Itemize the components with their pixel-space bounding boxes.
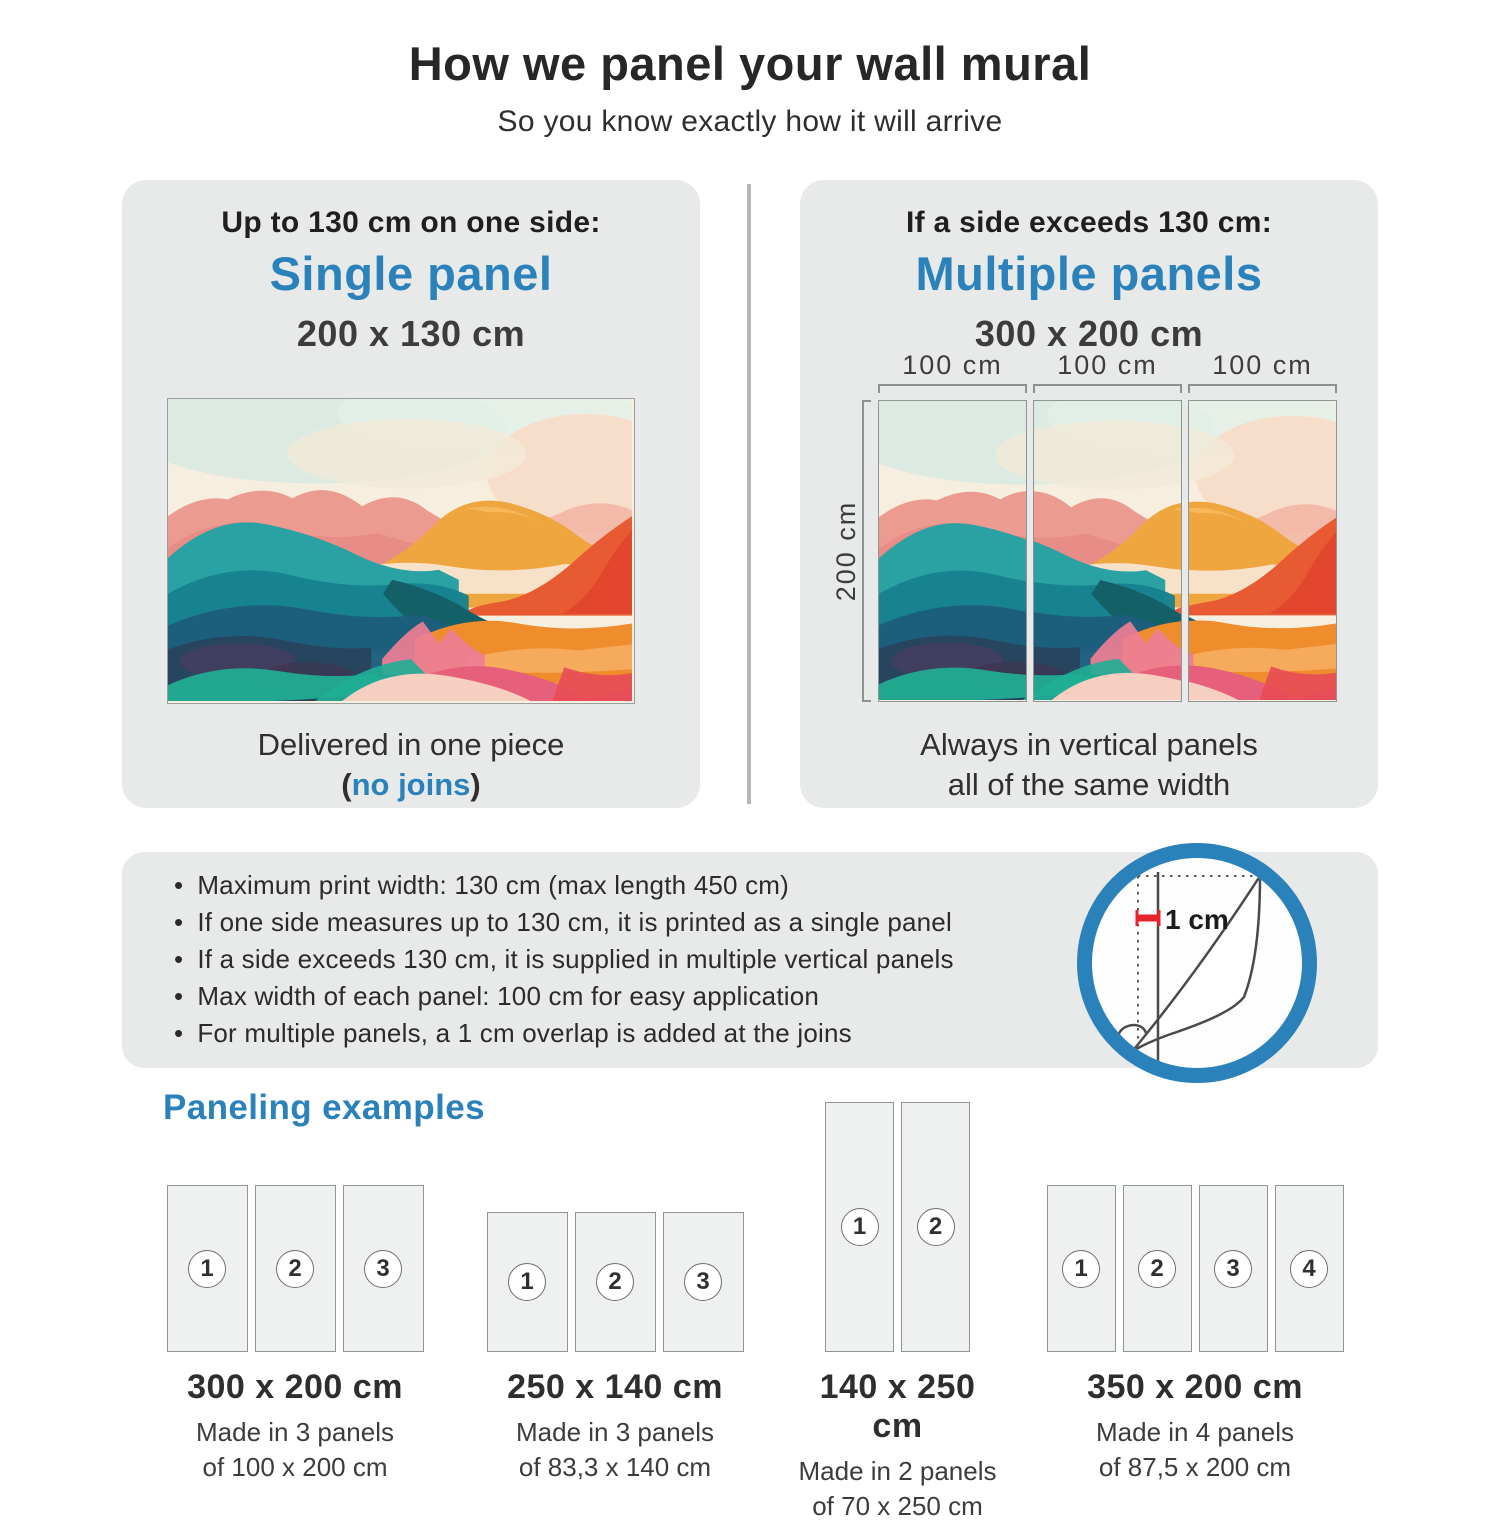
example-detail-line: Made in 3 panels bbox=[515, 1417, 715, 1447]
example-panel bbox=[1123, 1185, 1192, 1352]
panel-number-badge: 3 bbox=[684, 1263, 722, 1301]
example-panels bbox=[790, 1102, 1005, 1352]
example-panel bbox=[663, 1212, 744, 1352]
panel-number-badge: 3 bbox=[364, 1250, 402, 1288]
panel-number-badge: 4 bbox=[1290, 1250, 1328, 1288]
panel-number-badge: 2 bbox=[917, 1208, 955, 1246]
caption-line: all of the same width bbox=[947, 767, 1231, 802]
panel-number-badge: 2 bbox=[596, 1263, 634, 1301]
height-measure-bracket bbox=[862, 400, 871, 702]
example-panel bbox=[255, 1185, 336, 1352]
single-panel-condition: Up to 130 cm on one side: bbox=[221, 206, 601, 239]
mural-panel-2 bbox=[1033, 400, 1182, 702]
example-panel bbox=[1047, 1185, 1116, 1352]
example-group-250x140 bbox=[460, 1102, 770, 1485]
panel-number-badge: 2 bbox=[1138, 1250, 1176, 1288]
example-detail-text bbox=[790, 1454, 1005, 1524]
example-panel bbox=[487, 1212, 568, 1352]
width-measure-label-2: 100 cm bbox=[1057, 350, 1158, 380]
example-detail-line: Made in 4 panels bbox=[1095, 1417, 1295, 1447]
spec-bullet-item: • For multiple panels, a 1 cm overlap is added at the joins bbox=[174, 1015, 1378, 1052]
panel-number-badge: 3 bbox=[1214, 1250, 1252, 1288]
example-panels bbox=[460, 1102, 770, 1352]
examples-heading: Paneling examples bbox=[163, 1088, 485, 1127]
example-panel bbox=[343, 1185, 424, 1352]
example-panel bbox=[1199, 1185, 1268, 1352]
example-detail-text bbox=[460, 1415, 770, 1485]
example-panels bbox=[1030, 1102, 1360, 1352]
single-panel-card bbox=[122, 180, 700, 808]
width-measure-bracket-1 bbox=[878, 384, 1027, 393]
single-panel-caption bbox=[122, 725, 700, 805]
example-panel bbox=[167, 1185, 248, 1352]
caption-line: Delivered in one piece bbox=[257, 727, 565, 762]
example-detail-text bbox=[1030, 1415, 1360, 1485]
panel-number-badge: 1 bbox=[188, 1250, 226, 1288]
page-subtitle: So you know exactly how it will arrive bbox=[497, 105, 1003, 138]
multiple-panels-heading: Multiple panels bbox=[915, 247, 1263, 300]
multiple-panels-card bbox=[800, 180, 1378, 808]
multiple-panels-condition: If a side exceeds 130 cm: bbox=[905, 206, 1273, 239]
spec-bullet-item: • Max width of each panel: 100 cm for easy application bbox=[174, 978, 1378, 1015]
example-panels bbox=[140, 1102, 450, 1352]
example-detail-line: of 100 x 200 cm bbox=[202, 1452, 388, 1482]
example-detail-line: Made in 3 panels bbox=[195, 1417, 395, 1447]
example-detail-line: of 83,3 x 140 cm bbox=[518, 1452, 712, 1482]
page-peel-icon bbox=[1092, 858, 1302, 1068]
width-measure-label-3: 100 cm bbox=[1212, 350, 1313, 380]
example-panel bbox=[901, 1102, 970, 1352]
example-detail-line: Made in 2 panels bbox=[798, 1456, 997, 1486]
example-detail-line: of 70 x 250 cm bbox=[812, 1491, 983, 1521]
example-size-label: 350 x 200 cm bbox=[1087, 1368, 1303, 1406]
caption-line: Always in vertical panels bbox=[920, 727, 1258, 762]
spec-bullet-item: • If one side measures up to 130 cm, it is printed as a single panel bbox=[174, 904, 1378, 941]
mural-panel-3 bbox=[1188, 400, 1337, 702]
paren-open: ( bbox=[341, 767, 352, 802]
example-size-label: 300 x 200 cm bbox=[187, 1368, 403, 1406]
page-header bbox=[0, 36, 1500, 139]
panel-number-badge: 1 bbox=[508, 1263, 546, 1301]
width-measure-bracket-3 bbox=[1188, 384, 1337, 393]
multiple-panels-size: 300 x 200 cm bbox=[974, 313, 1204, 354]
width-measure-label-1: 100 cm bbox=[902, 350, 1003, 380]
example-size-label: 140 x 250 cm bbox=[819, 1368, 976, 1445]
no-joins-highlight: no joins bbox=[351, 767, 471, 802]
page-title: How we panel your wall mural bbox=[408, 37, 1092, 90]
example-size-label: 250 x 140 cm bbox=[507, 1368, 723, 1406]
example-panel bbox=[825, 1102, 894, 1352]
example-group-350x200 bbox=[1030, 1102, 1360, 1485]
mural-panel-1 bbox=[878, 400, 1027, 702]
overlap-size-label: 1 cm bbox=[1165, 904, 1229, 935]
example-detail-line: of 87,5 x 200 cm bbox=[1098, 1452, 1292, 1482]
height-measure-label: 200 cm bbox=[831, 500, 861, 602]
example-detail-text bbox=[140, 1415, 450, 1485]
single-panel-mural-image bbox=[167, 398, 635, 704]
spec-bullet-item: • Maximum print width: 130 cm (max length 450 cm) bbox=[174, 867, 1378, 904]
width-measure-bracket-2 bbox=[1033, 384, 1182, 393]
multiple-panels-caption bbox=[800, 725, 1378, 805]
panel-number-badge: 2 bbox=[276, 1250, 314, 1288]
panel-number-badge: 1 bbox=[1062, 1250, 1100, 1288]
overlap-diagram-badge bbox=[1077, 843, 1317, 1083]
panel-number-badge: 1 bbox=[841, 1208, 879, 1246]
example-group-140x250 bbox=[790, 1102, 1005, 1524]
example-panel bbox=[575, 1212, 656, 1352]
spec-bullet-item: • If a side exceeds 130 cm, it is supplied in multiple vertical panels bbox=[174, 941, 1378, 978]
example-panel bbox=[1275, 1185, 1344, 1352]
example-group-300x200 bbox=[140, 1102, 450, 1485]
paren-close: ) bbox=[470, 767, 481, 802]
single-panel-heading: Single panel bbox=[269, 247, 553, 300]
card-divider bbox=[747, 184, 751, 804]
single-panel-size: 200 x 130 cm bbox=[296, 313, 526, 354]
